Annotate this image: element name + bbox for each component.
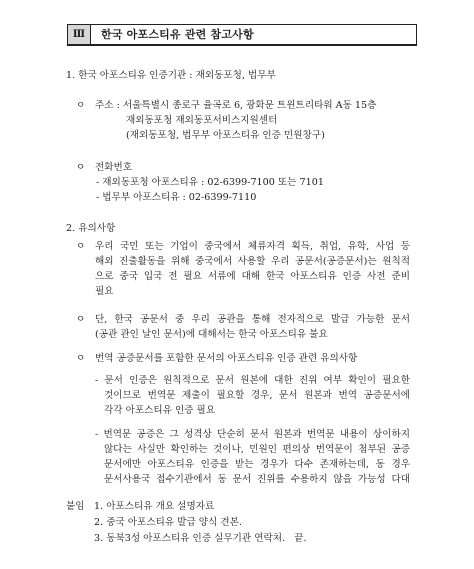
attachment-item-2: 2. 중국 아포스티유 발급 양식 견본. — [94, 517, 242, 528]
note3-sub2-line2: 않다는 사실만 확인하는 것이나, 민원인 편의상 번역문이 첨부된 공증 — [104, 443, 410, 455]
note2-line1: 단, 한국 공문서 중 우리 공관을 통해 전자적으로 발급 가능한 문서 — [95, 314, 410, 325]
note3-sub1-line3: 각각 아포스티유 인증 필요 — [104, 404, 216, 416]
attachments-label: 붙임 — [66, 501, 85, 512]
note1-line3: 으로 중국 입국 전 필요 서류에 대해 한국 아포스티유 인증 사전 준비 — [95, 270, 410, 282]
section-title-box — [67, 24, 417, 46]
note3-sub1 — [95, 374, 410, 419]
attachment-item-1: 1. 아포스티유 개요 설명자료 — [94, 501, 215, 512]
phone-bullet: ㅇ — [76, 162, 86, 173]
note1-text — [95, 240, 410, 299]
section-roman-numeral: Ⅲ — [68, 25, 91, 44]
note3-bullet: ㅇ — [76, 353, 86, 364]
section2-heading: 2. 유의사항 — [66, 223, 116, 234]
phone-item-1: - 재외동포청 아포스티유 : 02-6399-7100 또는 7101 — [96, 177, 324, 188]
address-line3: (재외동포청, 법무부 아포스티유 인증 민원창구) — [126, 130, 325, 141]
note3-sub1-line2: 것이므로 번역문 제출이 필요할 경우, 문서 원본과 번역 공증문서에 — [104, 389, 410, 401]
section1-heading: 1. 한국 아포스티유 인증기관 : 재외동포청, 법무부 — [66, 70, 276, 81]
note1-bullet: ㅇ — [76, 241, 86, 252]
note3-line1: 번역 공증문서를 포함한 문서의 아포스티유 인증 관련 유의사항 — [95, 353, 358, 364]
note3-sub1-line1: - 문서 인증은 원칙적으로 문서 원본에 대한 진위 여부 확인이 필요한 — [95, 375, 410, 386]
attachment-item-3-text: 3. 동북3성 아포스티유 인증 실무기관 연락처. — [94, 533, 286, 544]
address-bullet: ㅇ — [76, 100, 86, 111]
end-mark: 끝. — [294, 533, 307, 544]
phone-item-2: - 법무부 아포스티유 : 02-6399-7110 — [96, 192, 257, 203]
note2-line2: (공관 관인 날인 문서)에 대해서는 한국 아포스티유 불요 — [95, 328, 328, 340]
address-line1: 주소 : 서울특별시 종로구 율곡로 6, 광화문 트윈트리타워 A동 15층 — [95, 100, 377, 111]
note1-line2: 해외 진출활동을 위해 중국에서 사용할 우리 공문서(공증문서)는 원칙적 — [95, 255, 410, 267]
note3-sub2 — [95, 428, 410, 487]
note1-line1: 우리 국민 또는 기업이 중국에서 체류자격 획득, 취업, 유학, 사업 등 — [95, 241, 410, 252]
section-title: 한국 아포스티유 관련 참고사항 — [101, 27, 254, 41]
note2-text — [95, 313, 410, 343]
note3-sub2-line1: - 번역문 공증은 그 성격상 단순히 문서 원본과 번역문 내용이 상이하지 — [95, 429, 410, 440]
note1-line4: 필요 — [95, 285, 114, 297]
note3-sub2-line4: 문서사용국 접수기관에서 동 문서 진위를 수용하지 않을 가능성 다대 — [104, 473, 410, 485]
phone-label: 전화번호 — [95, 162, 133, 173]
note3-sub2-line3: 문서에만 아포스티유 인증을 받는 경우가 다수 존재하는데, 동 경우 — [104, 458, 410, 470]
attachment-item-3 — [94, 532, 307, 547]
note2-bullet: ㅇ — [76, 314, 86, 325]
address-line2: 재외동포청 재외동포서비스지원센터 — [126, 115, 278, 126]
